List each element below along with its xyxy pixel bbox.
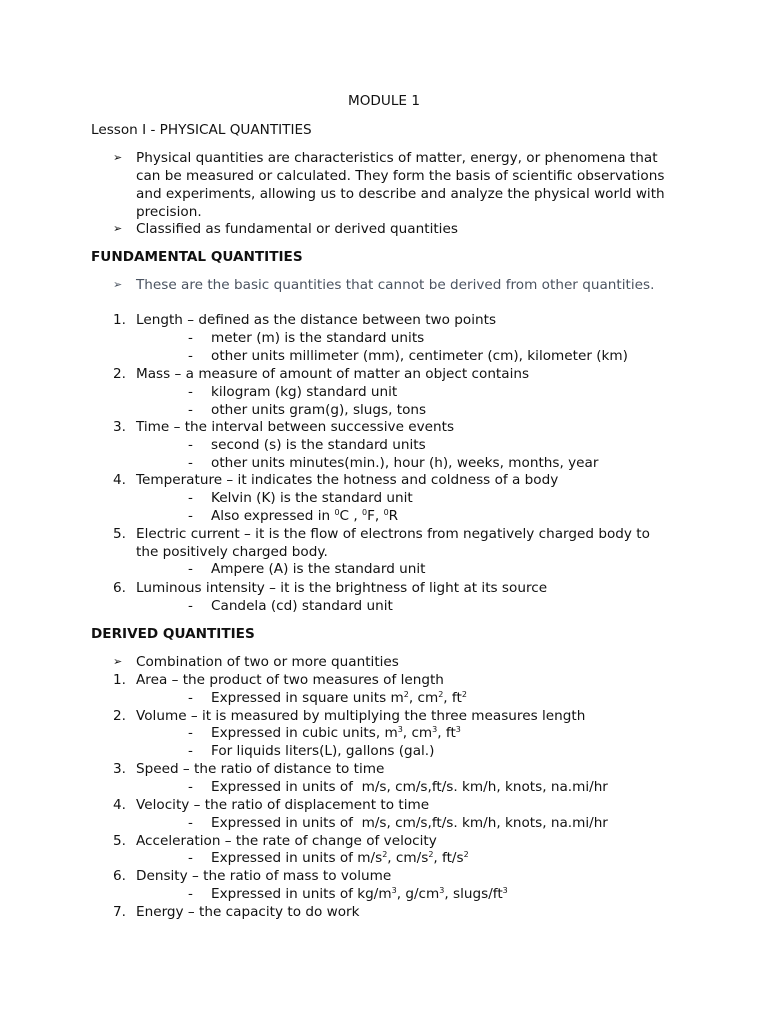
- list-item: Luminous intensity – it is the brightness of light at its source: [136, 580, 548, 596]
- list-item: Volume – it is measured by multiplying the three measures length: [136, 708, 586, 724]
- sub-item-acceleration: Expressed in units of $m/s^2$, $cm/s^2$, $ft/s^2$: [211, 850, 469, 866]
- sub-item: Ampere (A) is the standard unit: [211, 561, 426, 577]
- list-number: 6.: [113, 580, 126, 596]
- dash-bullet-icon: -: [188, 561, 193, 577]
- sub-item: second (s) is the standard units: [211, 437, 426, 453]
- sub-item-temperature-also: Also expressed in $^0$C , $^0$F, $^0$R: [211, 508, 399, 524]
- intro-bullet-line: precision.: [136, 204, 202, 220]
- list-item: Area – the product of two measures of length: [136, 672, 444, 688]
- sub-item-volume: Expressed in cubic units, $m^3$, $cm^3$, $ft^3$: [211, 725, 461, 741]
- list-number: 2.: [113, 708, 126, 724]
- list-number: 5.: [113, 833, 126, 849]
- list-number: 4.: [113, 797, 126, 813]
- sub-item-density: Expressed in units of $kg/m^3$, $g/cm^3$, slugs/$ft^3$: [211, 886, 508, 902]
- dash-bullet-icon: -: [188, 437, 193, 453]
- sub-item: Expressed in units of m/s, cm/s,ft/s. km/h, knots, na.mi/hr: [211, 779, 608, 795]
- dash-bullet-icon: -: [188, 725, 193, 741]
- intro-bullet-2: Classified as fundamental or derived quantities: [136, 221, 458, 237]
- arrow-bullet-icon: ➢: [113, 278, 123, 291]
- arrow-bullet-icon: ➢: [113, 222, 123, 235]
- dash-bullet-icon: -: [188, 455, 193, 471]
- sub-item: other units minutes(min.), hour (h), weeks, months, year: [211, 455, 599, 471]
- sub-item-area: Expressed in square units $m^2$, $cm^2$, $ft^2$: [211, 690, 467, 706]
- list-item-continued: the positively charged body.: [136, 544, 328, 560]
- list-number: 4.: [113, 472, 126, 488]
- sub-item: Candela (cd) standard unit: [211, 598, 393, 614]
- page-title: MODULE 1: [348, 93, 420, 109]
- fundamental-heading: FUNDAMENTAL QUANTITIES: [91, 249, 303, 265]
- sub-item: other units millimeter (mm), centimeter (cm), kilometer (km): [211, 348, 628, 364]
- dash-bullet-icon: -: [188, 402, 193, 418]
- list-item: Acceleration – the rate of change of velocity: [136, 833, 437, 849]
- dash-bullet-icon: -: [188, 490, 193, 506]
- list-item: Velocity – the ratio of displacement to time: [136, 797, 430, 813]
- list-number: 3.: [113, 761, 126, 777]
- dash-bullet-icon: -: [188, 384, 193, 400]
- list-number: 7.: [113, 904, 126, 920]
- sub-item: kilogram (kg) standard unit: [211, 384, 398, 400]
- dash-bullet-icon: -: [188, 850, 193, 866]
- list-number: 6.: [113, 868, 126, 884]
- list-item: Time – the interval between successive events: [136, 419, 455, 435]
- lesson-title: Lesson I - PHYSICAL QUANTITIES: [91, 122, 312, 138]
- list-number: 5.: [113, 526, 126, 542]
- list-item: Length – defined as the distance between two points: [136, 312, 497, 328]
- arrow-bullet-icon: ➢: [113, 655, 123, 668]
- sub-item: Kelvin (K) is the standard unit: [211, 490, 413, 506]
- dash-bullet-icon: -: [188, 348, 193, 364]
- dash-bullet-icon: -: [188, 508, 193, 524]
- intro-bullet-line: and experiments, allowing us to describe and analyze the physical world with: [136, 186, 665, 202]
- list-item: Temperature – it indicates the hotness and coldness of a body: [136, 472, 559, 488]
- intro-bullet-line: can be measured or calculated. They form the basis of scientific observations: [136, 168, 665, 184]
- list-number: 1.: [113, 672, 126, 688]
- sub-item: For liquids liters(L), gallons (gal.): [211, 743, 435, 759]
- sub-item: Expressed in units of m/s, cm/s,ft/s. km/h, knots, na.mi/hr: [211, 815, 608, 831]
- list-item: Electric current – it is the flow of electrons from negatively charged body to: [136, 526, 650, 542]
- dash-bullet-icon: -: [188, 330, 193, 346]
- sub-item: other units gram(g), slugs, tons: [211, 402, 427, 418]
- list-number: 1.: [113, 312, 126, 328]
- list-item: Density – the ratio of mass to volume: [136, 868, 392, 884]
- list-item: Speed – the ratio of distance to time: [136, 761, 385, 777]
- dash-bullet-icon: -: [188, 743, 193, 759]
- dash-bullet-icon: -: [188, 886, 193, 902]
- dash-bullet-icon: -: [188, 779, 193, 795]
- list-item: Mass – a measure of amount of matter an object contains: [136, 366, 530, 382]
- list-number: 2.: [113, 366, 126, 382]
- dash-bullet-icon: -: [188, 598, 193, 614]
- derived-heading: DERIVED QUANTITIES: [91, 626, 255, 642]
- dash-bullet-icon: -: [188, 815, 193, 831]
- arrow-bullet-icon: ➢: [113, 151, 123, 164]
- intro-bullet-line: Physical quantities are characteristics of matter, energy, or phenomena that: [136, 150, 658, 166]
- list-item: Energy – the capacity to do work: [136, 904, 360, 920]
- fundamental-note: These are the basic quantities that cannot be derived from other quantities.: [136, 277, 655, 293]
- sub-item: meter (m) is the standard units: [211, 330, 425, 346]
- dash-bullet-icon: -: [188, 690, 193, 706]
- list-number: 3.: [113, 419, 126, 435]
- derived-bullet: Combination of two or more quantities: [136, 654, 399, 670]
